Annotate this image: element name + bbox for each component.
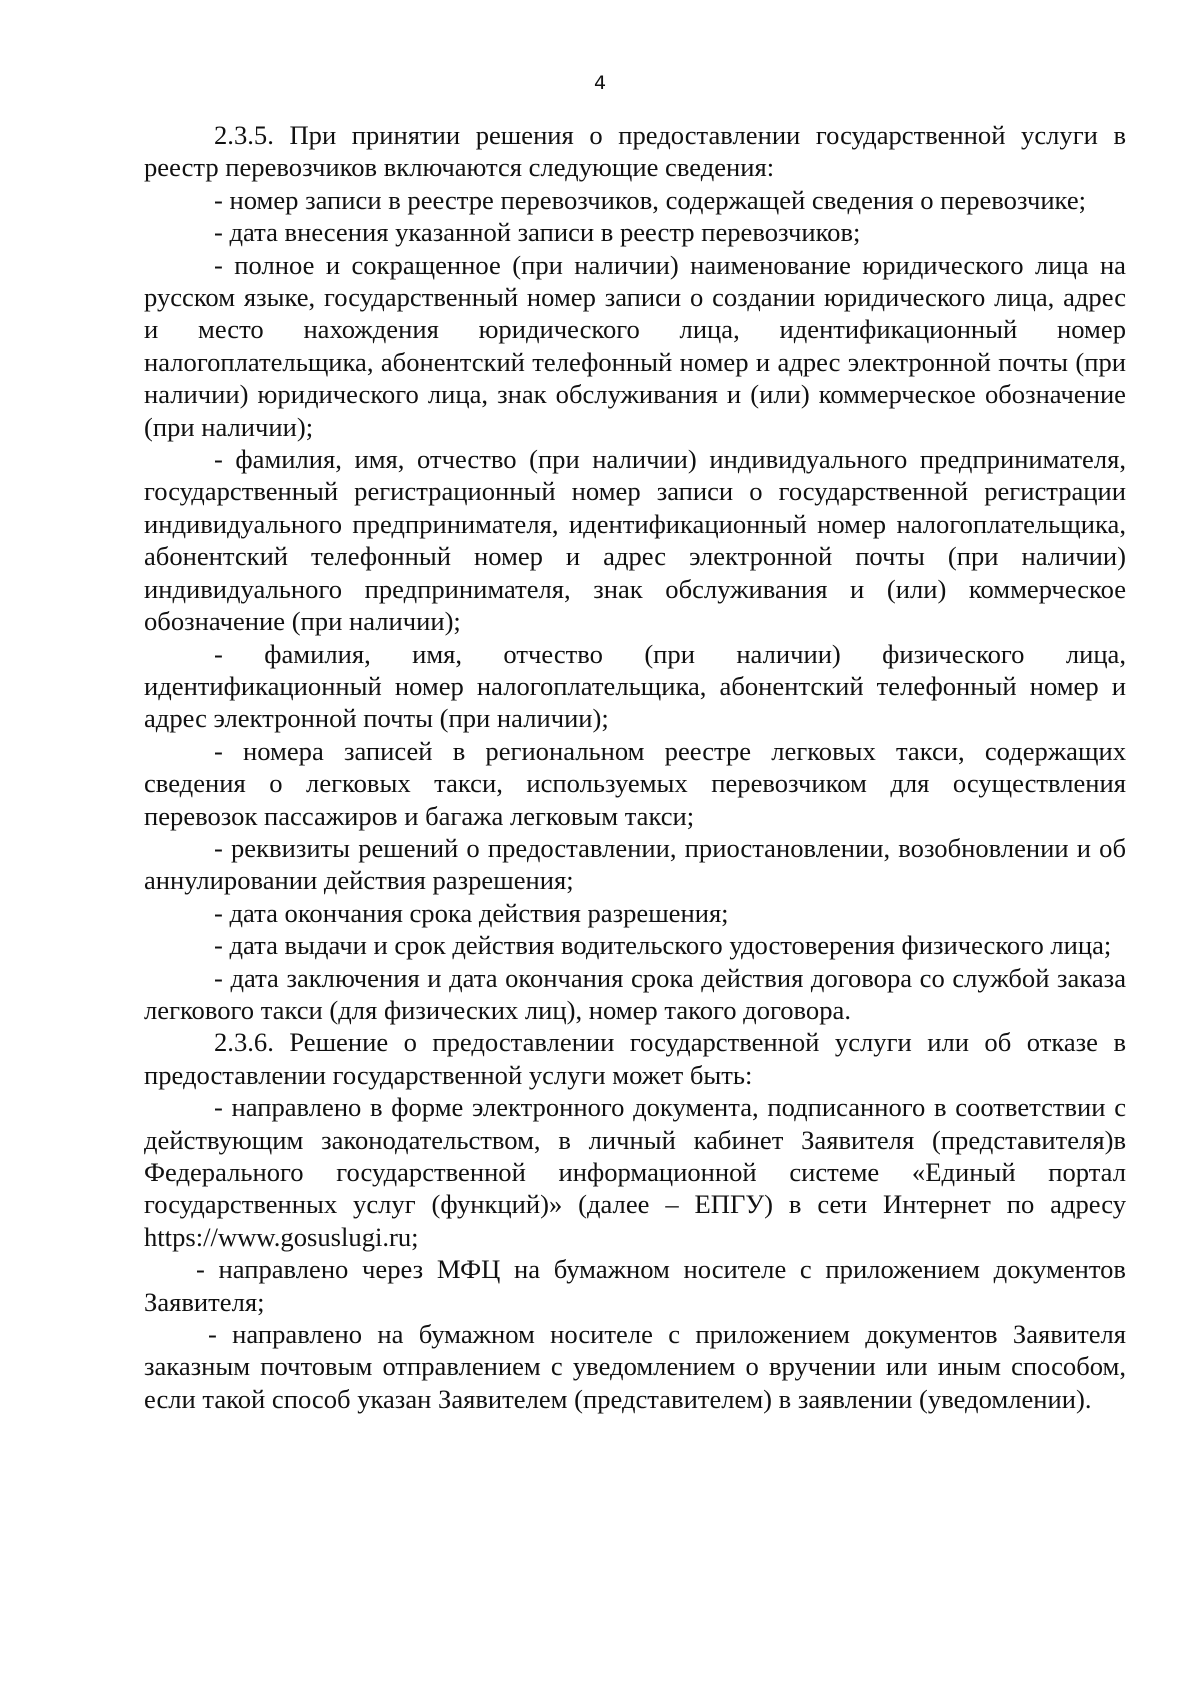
list-item-dispatch-contract: - дата заключения и дата окончания срока действия договора со службой заказа легкового такси (для физических лиц), номер такого договора. xyxy=(144,962,1126,1025)
list-item-legal-entity: - полное и сокращенное (при наличии) наименование юридического лица на русском языке, государственный номер записи о создании юридического лица, адрес и место нахождения юридического лица, идентификационный номер налогоплательщика, абонентский телефонный номер и адрес электронной почты (при наличии) юридического лица, знак обслуживания и (или) коммерческое обозначение (при наличии); xyxy=(144,249,1126,442)
list-item-postal-delivery: - направлено на бумажном носителе с приложением документов Заявителя заказным почтовым отправлением с уведомлением о вручении или иным способом, если такой способ указан Заявителем (представителем) в заявлении (уведомлении). xyxy=(144,1319,1126,1414)
page-number: 4 xyxy=(593,72,607,94)
list-item-taxi-registry: - номера записей в региональном реестре легковых такси, содержащих сведения о легковых такси, используемых перевозчиком для осуществления перевозок пассажиров и багажа легковым такси; xyxy=(144,735,1126,831)
list-item-driver-license: - дата выдачи и срок действия водительского удостоверения физического лица; xyxy=(214,930,1112,961)
list-item-permit-expiry: - дата окончания срока действия разрешения; xyxy=(214,897,729,928)
list-item-entrepreneur: - фамилия, имя, отчество (при наличии) индивидуального предпринимателя, государственный регистрационный номер записи о государственной регистрации индивидуального предпринимателя, идентификационный номер налогоплательщика, абонентский телефонный номер и адрес электронной почты (при наличии) индивидуального предпринимателя, знак обслуживания и (или) коммерческое обозначение (при наличии); xyxy=(144,444,1126,637)
paragraph-2-3-5: 2.3.5. При принятии решения о предоставлении государственной услуги в реестр перевозчиков включаются следующие сведения: xyxy=(144,120,1126,183)
document-body xyxy=(144,119,1126,1415)
list-item-record-number: - номер записи в реестре перевозчиков, содержащей сведения о перевозчике; xyxy=(214,184,1087,215)
list-item-record-date: - дата внесения указанной записи в реестр перевозчиков; xyxy=(214,217,861,248)
list-item-permit-decisions: - реквизиты решений о предоставлении, приостановлении, возобновлении и об аннулировании действия разрешения; xyxy=(144,832,1126,896)
list-item-mfc-delivery: - направлено через МФЦ на бумажном носителе с приложением документов Заявителя; xyxy=(144,1254,1126,1317)
list-item-electronic-delivery: - направлено в форме электронного документа, подписанного в соответствии с действующим законодательством, в личный кабинет Заявителя (представителя)в Федерального государственной информационной системе «Единый портал государственных услуг (функций)» (далее – ЕПГУ) в сети Интернет по адресу https://www.gosuslugi.ru; xyxy=(144,1092,1126,1252)
paragraph-2-3-6: 2.3.6. Решение о предоставлении государственной услуги или об отказе в предоставлении государственной услуги может быть: xyxy=(144,1027,1126,1090)
list-item-individual: - фамилия, имя, отчество (при наличии) физического лица, идентификационный номер налогоплательщика, абонентский телефонный номер и адрес электронной почты (при наличии); xyxy=(144,638,1126,734)
